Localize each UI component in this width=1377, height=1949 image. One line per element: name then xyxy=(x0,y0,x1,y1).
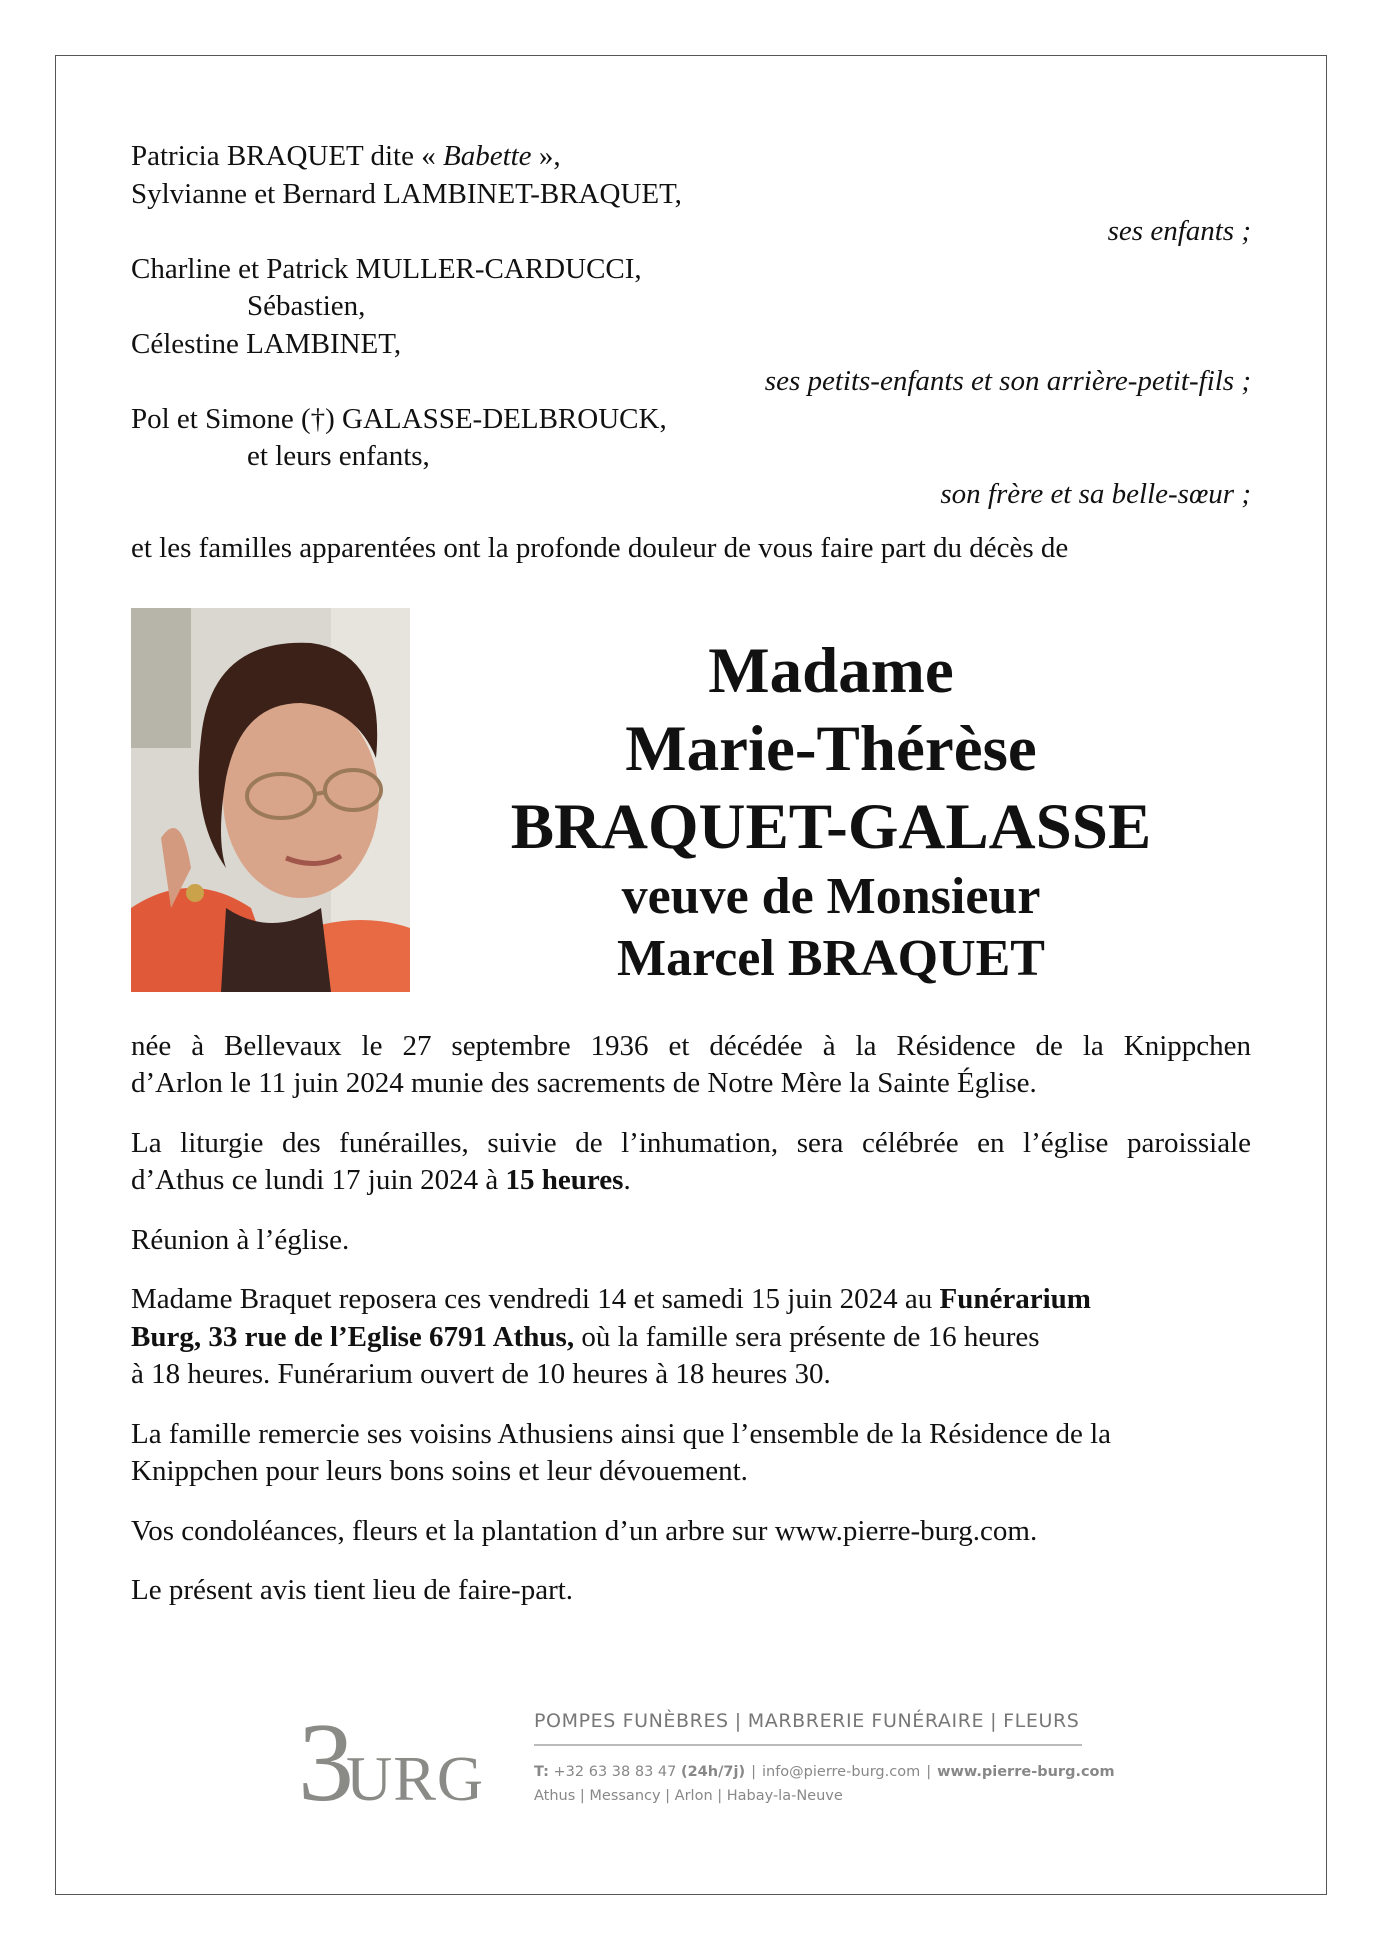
logo-b-glyph: 3 xyxy=(298,1708,354,1818)
liturgy-line: d’Athus ce lundi 17 juin 2024 à 15 heures. xyxy=(131,1164,631,1196)
funeral-home-footer xyxy=(298,1708,1115,1828)
footer-divider xyxy=(534,1744,1082,1746)
family-line: Patricia BRAQUET dite « Babette », xyxy=(131,140,561,172)
condolences-line: Vos condoléances, fleurs et la plantation d’un arbre sur www.pierre-burg.com. xyxy=(131,1514,1038,1547)
locations-line: Athus | Messancy | Arlon | Habay-la-Neuve xyxy=(534,1787,843,1804)
relation-role: son frère et sa belle-sœur ; xyxy=(940,477,1251,510)
logo-urg-glyph: URG xyxy=(346,1743,485,1814)
relation-role: ses enfants ; xyxy=(1107,215,1251,247)
family-line: Sylvianne et Bernard LAMBINET-BRAQUET, xyxy=(131,177,682,210)
contact-line: T: +32 63 38 83 47 (24h/7j) | info@pierre-burg.com | www.pierre-burg.com xyxy=(534,1763,1115,1780)
family-list xyxy=(131,138,1251,513)
rest-line: Madame Braquet reposera ces vendredi 14 et samedi 15 juin 2024 au Funérarium xyxy=(131,1283,1091,1315)
family-line: Sébastien, xyxy=(247,290,366,322)
family-line: et leurs enfants, xyxy=(247,440,430,472)
deceased-first-name: Marie-Thérèse xyxy=(625,712,1037,785)
services-line: POMPES FUNÈBRES | MARBRERIE FUNÉRAIRE | FLEURS xyxy=(534,1710,1080,1732)
rest-line: Burg, 33 rue de l’Eglise 6791 Athus, où la famille sera présente de 16 heures xyxy=(131,1320,1040,1353)
email-link[interactable]: info@pierre-burg.com xyxy=(761,1763,921,1780)
footer-text xyxy=(534,1708,1115,1808)
website-link[interactable]: www.pierre-burg.com xyxy=(937,1763,1115,1780)
rest-line: à 18 heures. Funérarium ouvert de 10 heures à 18 heures 30. xyxy=(131,1358,831,1390)
deceased-title: Madame xyxy=(708,634,954,707)
spouse-name: Marcel BRAQUET xyxy=(617,929,1045,987)
notice-line: Le présent avis tient lieu de faire-part. xyxy=(131,1574,574,1606)
thanks-line: La famille remercie ses voisins Athusiens ainsi que l’ensemble de la Résidence de la xyxy=(131,1417,1112,1450)
liturgy-line: La liturgie des funérailles, suivie de l’inhumation, sera célébrée en l’église paroissiale xyxy=(131,1126,1251,1159)
family-line: Célestine LAMBINET, xyxy=(131,327,402,360)
thanks-line: Knippchen pour leurs bons soins et leur dévouement. xyxy=(131,1455,748,1487)
portrait-photo xyxy=(131,608,410,992)
meeting-line: Réunion à l’église. xyxy=(131,1223,350,1256)
birth-death-line: d’Arlon le 11 juin 2024 munie des sacrements de Notre Mère la Sainte Église. xyxy=(131,1067,1037,1099)
obituary-body xyxy=(131,138,1251,1610)
widow-line: veuve de Monsieur xyxy=(621,867,1041,925)
announcement-intro: et les familles apparentées ont la profonde douleur de vous faire part du décès de xyxy=(131,532,1069,564)
burg-logo xyxy=(298,1708,488,1818)
family-line: Charline et Patrick MULLER-CARDUCCI, xyxy=(131,252,642,285)
deceased-name-block xyxy=(411,632,1251,990)
deceased-block xyxy=(131,608,1251,994)
family-line: Pol et Simone (†) GALASSE-DELBROUCK, xyxy=(131,402,667,435)
deceased-last-name: BRAQUET-GALASSE xyxy=(510,790,1152,863)
birth-death-line: née à Bellevaux le 27 septembre 1936 et décédée à la Résidence de la Knippchen xyxy=(131,1029,1251,1062)
relation-role: ses petits-enfants et son arrière-petit-fils ; xyxy=(764,365,1251,397)
